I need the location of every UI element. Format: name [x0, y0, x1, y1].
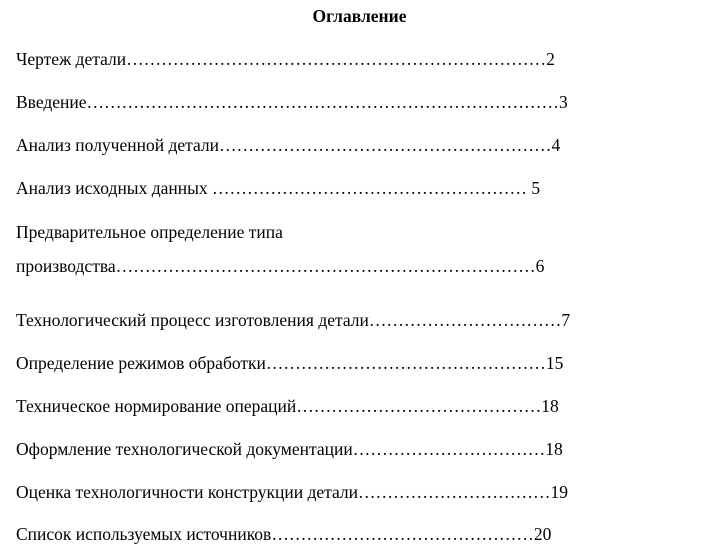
- toc-entry-page: 19: [550, 482, 569, 502]
- toc-entry-page: 4: [551, 135, 561, 155]
- toc-entry-page: 7: [561, 310, 571, 330]
- toc-entry-text: Чертеж детали: [16, 49, 127, 69]
- toc-entry-page: 5: [531, 178, 541, 198]
- toc-entry-text: Список используемых источников: [16, 524, 272, 544]
- toc-entry: [16, 526, 551, 544]
- toc-entry-text: Определение режимов обработки: [16, 353, 266, 373]
- toc-entry: [16, 180, 540, 198]
- toc-entry-leader: ………………………………………………………………: [126, 49, 547, 69]
- toc-entry-text: Оценка технологичности конструкции детали: [16, 482, 359, 502]
- toc-entry-leader: ………………………………………………………………………: [86, 92, 560, 112]
- toc-entry-page: 18: [545, 439, 563, 459]
- toc-entry-page: 18: [541, 396, 559, 416]
- toc-entry-text: производства: [16, 256, 116, 276]
- toc-entry-text: Анализ полученной детали: [16, 135, 220, 155]
- toc-entry-leader: ……………………………………: [296, 396, 542, 416]
- toc-entry: [16, 441, 563, 459]
- toc-entry: [16, 398, 559, 416]
- toc-entry-page: 6: [535, 256, 545, 276]
- toc-entry-page: 15: [545, 353, 564, 373]
- toc-entry-leader: ……………………………: [358, 482, 551, 502]
- toc-entry: [16, 258, 544, 276]
- toc-entry-text: Анализ исходных данных: [16, 178, 212, 198]
- toc-entry: [16, 137, 560, 155]
- toc-entry-leader: ………………………………………: [271, 524, 534, 544]
- toc-entry: [16, 312, 570, 330]
- toc-entry: [16, 94, 568, 112]
- toc-entry-page: 3: [559, 92, 568, 112]
- toc-entry-leader: ………………………………………………………………: [115, 256, 536, 276]
- toc-entry-text: Предварительное определение типа: [16, 222, 283, 242]
- toc-entry-leader: ………………………………………………: [211, 178, 532, 198]
- toc-entry-leader: …………………………………………………: [219, 135, 552, 155]
- toc-entry-page: 2: [546, 49, 555, 69]
- toc-entry-leader: …………………………………………: [265, 353, 546, 373]
- toc-entry: [16, 355, 563, 373]
- toc-entry-page: 20: [533, 524, 552, 544]
- toc-entry: [16, 51, 555, 69]
- toc-entry-leader: ……………………………: [352, 439, 546, 459]
- toc-title: Оглавление: [312, 6, 407, 26]
- toc-entry: [16, 484, 568, 502]
- toc-entry-multiline-first: [16, 224, 283, 242]
- toc-entry-text: Введение: [16, 92, 87, 112]
- toc-entry-text: Оформление технологической документации: [16, 439, 353, 459]
- toc-entry-text: Технологический процесс изготовления детали: [16, 310, 369, 330]
- toc-entry-leader: ……………………………: [368, 310, 562, 330]
- toc-entry-text: Техническое нормирование операций: [16, 396, 297, 416]
